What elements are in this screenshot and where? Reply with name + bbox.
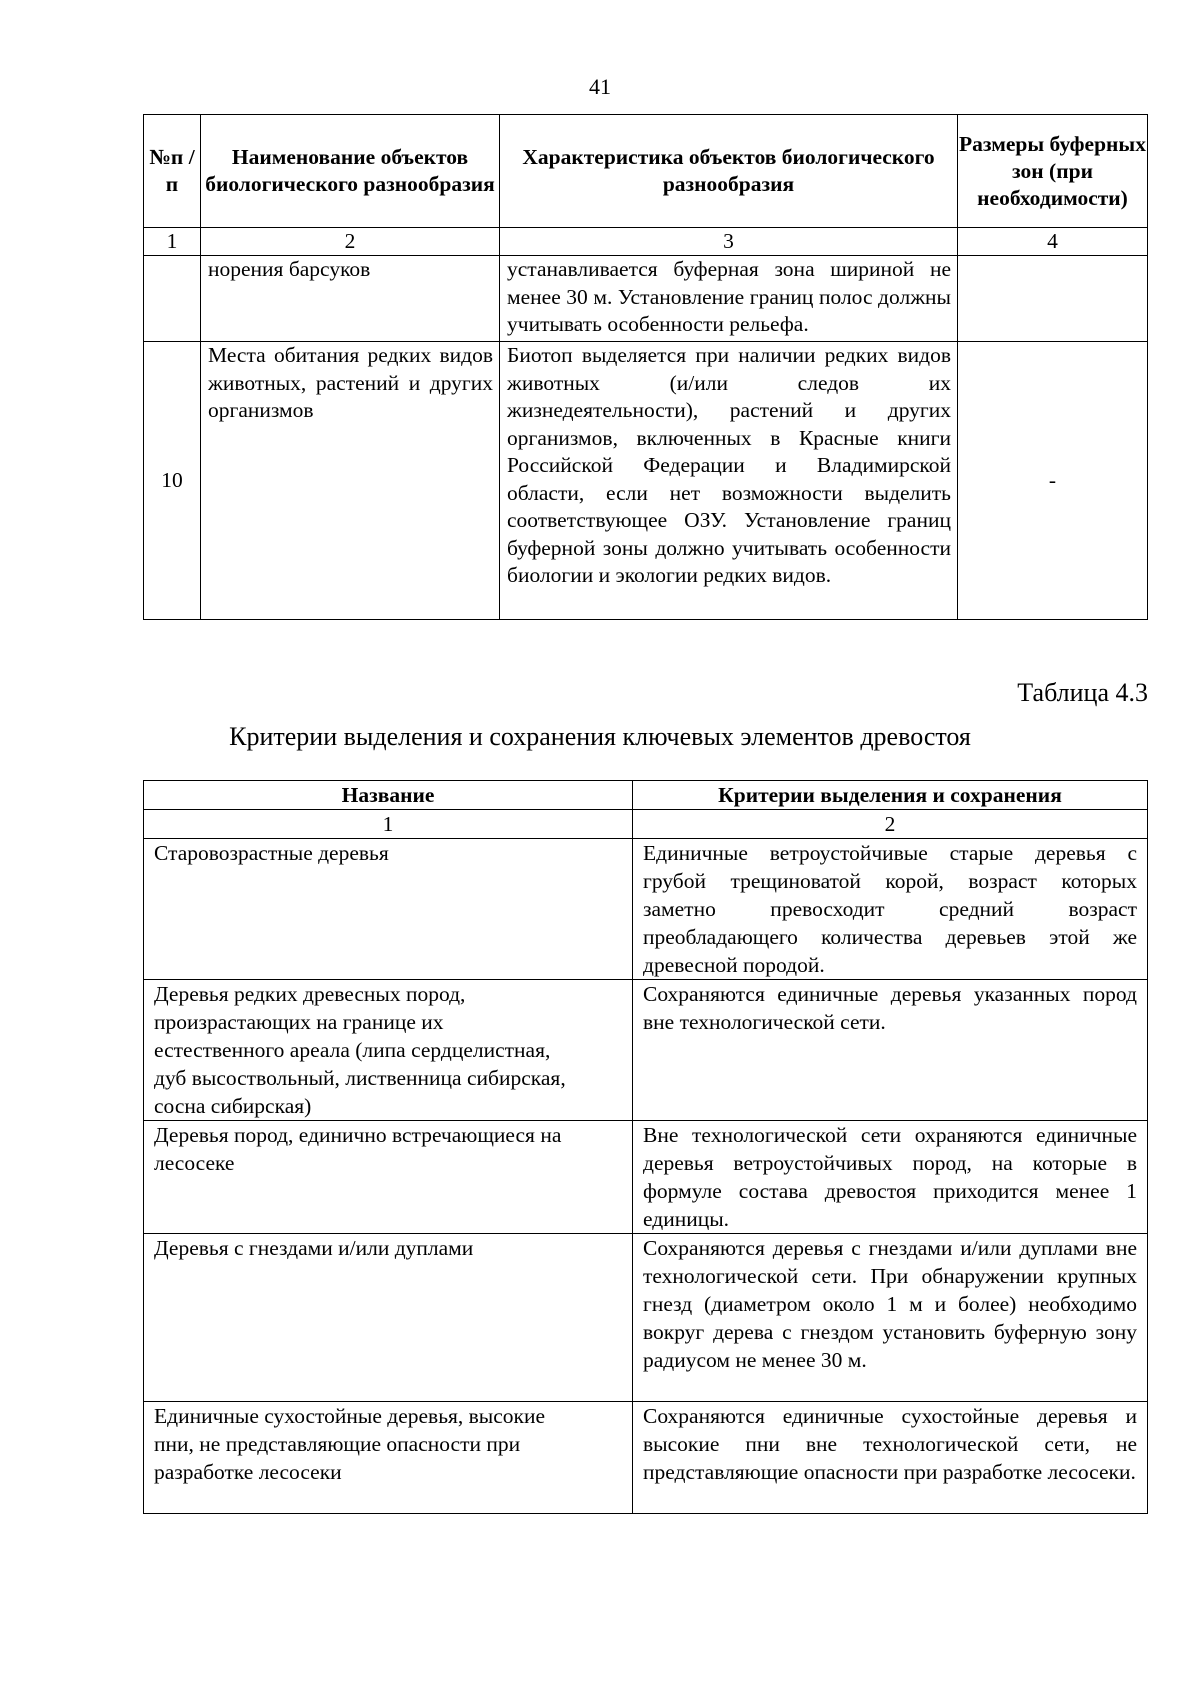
page-number: 41 bbox=[589, 74, 611, 99]
table-row bbox=[144, 839, 1148, 980]
buffer-size: - bbox=[958, 342, 1148, 620]
element-name-line: разработке лесосеки bbox=[154, 1460, 342, 1484]
column-number: 3 bbox=[500, 228, 958, 256]
element-criteria: Единичные ветроустойчивые старые деревья с грубой трещиноватой корой, возраст которых заметно превосходит средний возраст преобладающего количества деревьев этой же древесной породой. bbox=[633, 839, 1148, 980]
table-header-row bbox=[144, 115, 1148, 228]
column-number: 1 bbox=[144, 810, 633, 839]
element-name-line: Единичные сухостойные деревья, высокие bbox=[154, 1404, 546, 1428]
element-criteria: Сохраняются единичные сухостойные деревья и высокие пни вне технологической сети, не представляющие опасности при разработке лесосеки. bbox=[633, 1402, 1148, 1514]
header-buffer-size: Размеры буферных зон (при необходимости) bbox=[958, 115, 1148, 228]
object-name: Места обитания редких видов животных, растений и других организмов bbox=[201, 342, 500, 620]
row-number bbox=[144, 256, 201, 342]
element-name-line: Деревья редких древесных пород, bbox=[154, 982, 466, 1006]
table-title: Критерии выделения и сохранения ключевых элементов древостоя bbox=[229, 722, 971, 751]
column-number: 1 bbox=[144, 228, 201, 256]
table-header-row bbox=[144, 781, 1148, 810]
element-name: Деревья с гнездами и/или дуплами bbox=[144, 1234, 633, 1402]
table-row bbox=[144, 342, 1148, 620]
column-number-row bbox=[144, 810, 1148, 839]
biodiversity-objects-table bbox=[143, 114, 1148, 620]
table-label: Таблица 4.3 bbox=[1017, 678, 1148, 707]
table-row bbox=[144, 1234, 1148, 1402]
element-name-line: пни, не представляющие опасности при bbox=[154, 1432, 521, 1456]
element-name-line: естественного ареала (липа сердцелистная, bbox=[154, 1038, 551, 1062]
column-number: 4 bbox=[958, 228, 1148, 256]
element-criteria: Сохраняются единичные деревья указанных пород вне технологической сети. bbox=[633, 980, 1148, 1121]
buffer-size bbox=[958, 256, 1148, 342]
element-name bbox=[144, 1402, 633, 1514]
object-characteristic: устанавливается буферная зона шириной не менее 30 м. Установление границ полос должны учитывать особенности рельефа. bbox=[500, 256, 958, 342]
object-characteristic: Биотоп выделяется при наличии редких видов животных (и/или следов их жизнедеятельности), растений и других организмов, включенных в Красные книги Российской Федерации и Владимирской области, если нет возможности выделить соответствующее ОЗУ. Установление границ буферной зоны должно учитывать особенности биологии и экологии редких видов. bbox=[500, 342, 958, 620]
element-name: Старовозрастные деревья bbox=[144, 839, 633, 980]
element-name-line: дуб высоствольный, лиственница сибирская, bbox=[154, 1066, 566, 1090]
table-row bbox=[144, 1402, 1148, 1514]
column-number: 2 bbox=[201, 228, 500, 256]
table-row bbox=[144, 980, 1148, 1121]
header-characteristic: Характеристика объектов биологического разнообразия bbox=[500, 115, 958, 228]
object-name: норения барсуков bbox=[201, 256, 500, 342]
column-number-row bbox=[144, 228, 1148, 256]
header-object-name: Наименование объектов биологического разнообразия bbox=[201, 115, 500, 228]
header-name: Название bbox=[144, 781, 633, 810]
header-criteria: Критерии выделения и сохранения bbox=[633, 781, 1148, 810]
element-name-line: произрастающих на границе их bbox=[154, 1010, 444, 1034]
key-stand-elements-table bbox=[143, 780, 1148, 1514]
element-criteria: Вне технологической сети охраняются единичные деревья ветроустойчивых пород, на которые в формуле состава древостоя приходится менее 1 единицы. bbox=[633, 1121, 1148, 1234]
column-number: 2 bbox=[633, 810, 1148, 839]
element-name-line: сосна сибирская) bbox=[154, 1094, 312, 1118]
element-criteria: Сохраняются деревья с гнездами и/или дуплами вне технологической сети. При обнаружении крупных гнезд (диаметром около 1 м и более) необходимо вокруг дерева с гнездом установить буферную зону радиусом не менее 30 м. bbox=[633, 1234, 1148, 1402]
element-name bbox=[144, 980, 633, 1121]
row-number: 10 bbox=[144, 342, 201, 620]
header-number: №п /п bbox=[144, 115, 201, 228]
table-row bbox=[144, 256, 1148, 342]
table-row bbox=[144, 1121, 1148, 1234]
element-name: Деревья пород, единично встречающиеся на лесосеке bbox=[144, 1121, 633, 1234]
